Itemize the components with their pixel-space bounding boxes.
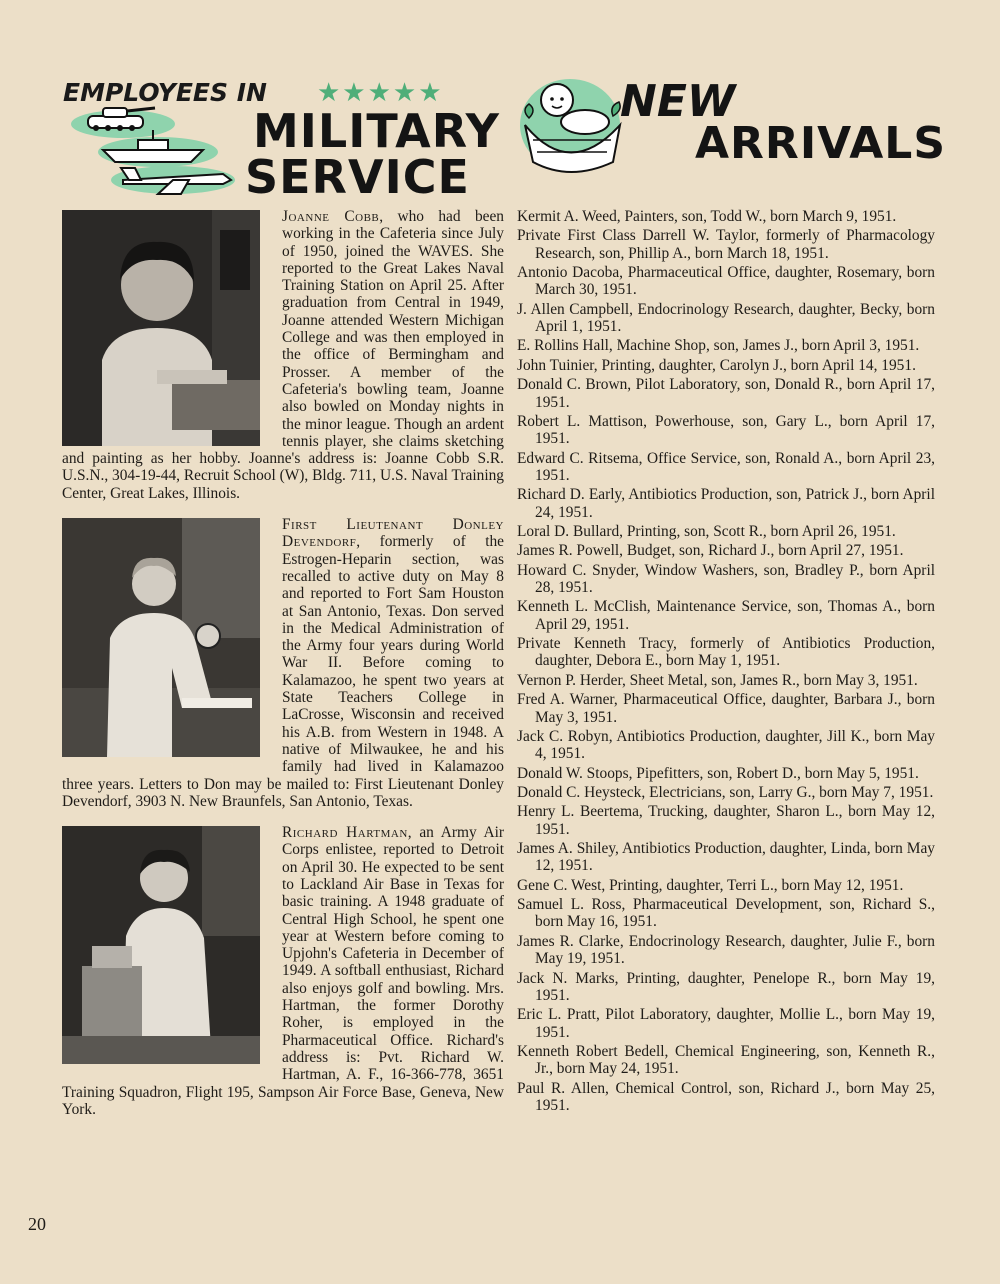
arrival-entry: Antonio Dacoba, Pharmaceutical Office, daughter, Rosemary, born March 30, 1951.	[517, 264, 935, 299]
arrival-entry: J. Allen Campbell, Endocrinology Research, daughter, Becky, born April 1, 1951.	[517, 300, 935, 336]
arrival-entry: Eric L. Pratt, Pilot Laboratory, daughter, Mollie L., born May 19, 1951.	[517, 1006, 935, 1041]
star-row-icon: ★★★★★	[317, 78, 444, 108]
story-richard-hartman	[62, 824, 504, 1118]
arrival-entry: Loral D. Bullard, Printing, son, Scott R., born April 26, 1951.	[517, 522, 896, 540]
arrival-entry: James R. Powell, Budget, son, Richard J., born April 27, 1951.	[517, 542, 904, 560]
arrival-entry: Henry L. Beertema, Trucking, daughter, Sharon L., born May 12, 1951.	[517, 803, 935, 838]
arrival-entry: E. Rollins Hall, Machine Shop, son, James J., born April 3, 1951.	[517, 337, 920, 355]
arrival-entry: Robert L. Mattison, Powerhouse, son, Gary L., born April 17, 1951.	[517, 412, 935, 448]
arrival-entry: Edward C. Ritsema, Office Service, son, Ronald A., born April 23, 1951.	[517, 449, 935, 484]
story-donley-devendorf	[62, 516, 504, 810]
story-name: Richard Hartman	[282, 824, 408, 842]
header-military: MILITARY	[253, 104, 500, 158]
arrival-entry: Donald C. Brown, Pilot Laboratory, son, Donald R., born April 17, 1951.	[517, 376, 935, 411]
header-new: NEW	[620, 76, 736, 127]
arrival-entry: Paul R. Allen, Chemical Control, son, Richard J., born May 25, 1951.	[517, 1079, 935, 1114]
arrival-entry: Gene C. West, Printing, daughter, Terri L., born May 12, 1951.	[517, 876, 904, 894]
arrival-entry: Jack C. Robyn, Antibiotics Production, daughter, Jill K., born May 4, 1951.	[517, 727, 935, 763]
baby-in-basket-icon	[515, 70, 630, 180]
arrival-entry: Richard D. Early, Antibiotics Production, son, Patrick J., born April 24, 1951.	[517, 486, 935, 521]
page-number: 20	[28, 1214, 46, 1234]
arrival-entry: Donald W. Stoops, Pipefitters, son, Robert D., born May 5, 1951.	[517, 764, 919, 782]
arrival-entry: Samuel L. Ross, Pharmaceutical Development, son, Richard S., born May 16, 1951.	[517, 896, 935, 931]
military-service-header	[55, 70, 500, 204]
arrival-entry: Fred A. Warner, Pharmaceutical Office, daughter, Barbara J., born May 3, 1951.	[517, 691, 935, 726]
arrival-entry: Donald C. Heysteck, Electricians, son, Larry G., born May 7, 1951.	[517, 783, 934, 801]
military-vehicles-icon	[63, 102, 243, 197]
header-arrivals: ARRIVALS	[695, 118, 947, 169]
photo-richard-hartman	[62, 826, 260, 1064]
photo-joanne-cobb	[62, 210, 260, 446]
story-name: First Lieutenant Donley Devendorf	[282, 516, 504, 551]
arrival-entry: John Tuinier, Printing, daughter, Carolyn J., born April 14, 1951.	[517, 356, 916, 374]
story-joanne-cobb	[62, 208, 504, 502]
arrival-entry: Kenneth L. McClish, Maintenance Service, son, Thomas A., born April 29, 1951.	[517, 598, 935, 633]
header-employees-in: EMPLOYEES IN	[63, 78, 267, 107]
arrival-entry: James A. Shiley, Antibiotics Production, daughter, Linda, born May 12, 1951.	[517, 840, 935, 875]
arrival-entry: Kenneth Robert Bedell, Chemical Engineering, son, Kenneth R., Jr., born May 24, 1951.	[517, 1042, 935, 1078]
arrival-entry: James R. Clarke, Endocrinology Research, daughter, Julie F., born May 19, 1951.	[517, 932, 935, 968]
arrival-entry: Howard C. Snyder, Window Washers, son, Bradley P., born April 28, 1951.	[517, 561, 935, 597]
story-body: , who had been working in the Cafeteria since July of 1950, joined the WAVES. She reported to the Great Lakes Naval Training Station on April 25. After graduation from Central in 1949, Joanne attended Western Michigan College and was then employed in the office of Bermingham and Prosser. A member of the Cafeteria's bowling team, Joanne also bowled on Monday nights in the minor league. Though an ardent tennis player, she claims sketching and painting as her hobby. Joanne's address is: Joanne Cobb S.R. U.S.N., 304-19-44, Recruit School (W), Bldg. 711, U.S. Naval Training Center, Great Lakes, Illinois.	[62, 208, 505, 502]
story-body: , an Army Air Corps enlistee, reported to Detroit on April 30. He expected to be sent to Lackland Air Base in Texas for basic training. A 1948 graduate of Central High School, he spent one year at Western before coming to Upjohn's Cafeteria in December of 1949. A softball enthusiast, Richard also enjoys golf and bowling. Mrs. Hartman, the former Dorothy Roher, is employed in the Pharmaceutical Office. Richard's address is: Pvt. Richard W. Hartman, A. F., 16-366-778, 3651 Training Squadron, Flight 195, Sampson Air Force Base, Geneva, New York.	[62, 824, 505, 1118]
arrival-entry: Kermit A. Weed, Painters, son, Todd W., born March 9, 1951.	[517, 208, 897, 225]
military-stories-column	[62, 208, 504, 1118]
photo-donley-devendorf	[62, 518, 260, 757]
arrival-entry: Private First Class Darrell W. Taylor, formerly of Pharmacology Research, son, Phillip A., born March 18, 1951.	[517, 227, 935, 262]
header-service: SERVICE	[245, 150, 470, 204]
new-arrivals-list	[517, 208, 935, 1116]
new-arrivals-header	[515, 70, 945, 200]
story-body: , formerly of the Estrogen-Heparin section, was recalled to active duty on May 8 and reported to Fort Sam Houston at San Antonio, Texas. Don served in the Medical Administration of the Army four years during World War II. Before coming to Kalamazoo, he spent two years at State Teachers College in LaCrosse, Wisconsin and received his A.B. from Western in 1948. A native of Milwaukee, he and his family had lived in Kalamazoo three years. Letters to Don may be mailed to: First Lieutenant Donley Devendorf, 3903 N. New Braunfels, San Antonio, Texas.	[62, 533, 504, 810]
arrival-entry: Vernon P. Herder, Sheet Metal, son, James R., born May 3, 1951.	[517, 671, 918, 689]
arrival-entry: Private Kenneth Tracy, formerly of Antibiotics Production, daughter, Debora E., born May 1, 1951.	[517, 635, 935, 670]
story-name: Joanne Cobb	[282, 208, 380, 225]
arrival-entry: Jack N. Marks, Printing, daughter, Penelope R., born May 19, 1951.	[517, 969, 935, 1004]
